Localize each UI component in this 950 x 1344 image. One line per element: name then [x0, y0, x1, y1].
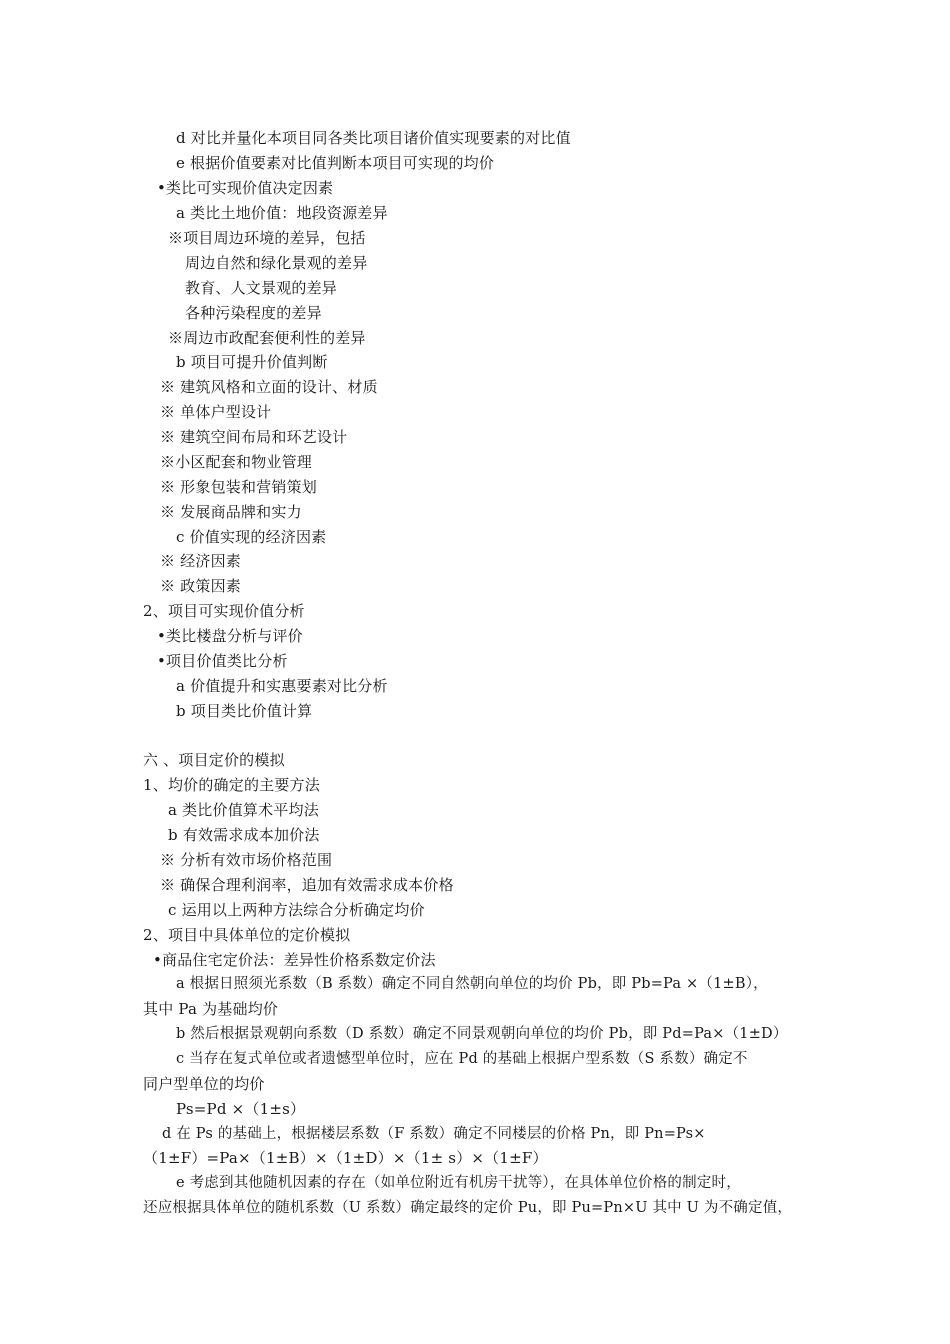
text-line: ※周边市政配套便利性的差异	[168, 329, 366, 347]
text-line: ※ 经济因素	[160, 552, 241, 570]
paragraph-line: c 当存在复式单位或者遗憾型单位时，应在 Pd 的基础上根据户型系数（S 系数）确定不	[176, 1051, 748, 1067]
text-line: b 项目可提升价值判断	[176, 353, 328, 371]
text-line: 各种污染程度的差异	[185, 304, 322, 322]
text-line: ※ 确保合理利润率，追加有效需求成本价格	[160, 876, 454, 894]
section-heading: 2、项目中具体单位的定价模拟	[143, 926, 351, 944]
bullet-heading: •商品住宅定价法：差异性价格系数定价法	[153, 951, 436, 969]
paragraph-line: a 根据日照须光系数（B 系数）确定不同自然朝向单位的均价 Pb，即 Pb=Pa ×（1±B），	[176, 976, 768, 992]
paragraph-line: d 在 Ps 的基础上，根据楼层系数（F 系数）确定不同楼层的价格 Pn，即 Pn=Ps×	[162, 1126, 706, 1142]
text-line: b 有效需求成本加价法	[168, 826, 320, 844]
paragraph-line: 还应根据具体单位的随机系数（U 系数）确定最终的定价 Pu，即 Pu=Pn×U 其中 U 为不确定值，	[143, 1200, 793, 1216]
paragraph-line: 其中 Pa 为基础均价	[143, 1000, 279, 1018]
formula-line: Ps=Pd ×（1±s）	[176, 1100, 306, 1118]
text-line: e 根据价值要素对比值判断本项目可实现的均价	[176, 154, 495, 172]
bullet-heading: •类比可实现价值决定因素	[157, 179, 334, 197]
text-line: c 运用以上两种方法综合分析确定均价	[168, 901, 425, 919]
section-heading: 1、均价的确定的主要方法	[143, 776, 320, 794]
text-line: ※ 政策因素	[160, 577, 241, 595]
text-line: ※ 建筑空间布局和环艺设计	[160, 428, 348, 446]
text-line: ※ 发展商品牌和实力	[160, 503, 302, 521]
text-line: ※项目周边环境的差异，包括	[168, 229, 366, 247]
text-line: ※ 建筑风格和立面的设计、材质	[160, 378, 378, 396]
bullet-heading: •类比楼盘分析与评价	[157, 627, 303, 645]
paragraph-line: e 考虑到其他随机因素的存在（如单位附近有机房干扰等），在具体单位价格的制定时，	[176, 1175, 741, 1191]
text-line: c 价值实现的经济因素	[176, 528, 327, 546]
section-heading: 2、项目可实现价值分析	[143, 602, 305, 620]
formula-line: （1±F）=Pa×（1±B）×（1±D）×（1± s）×（1±F）	[143, 1149, 548, 1167]
text-line: 教育、人文景观的差异	[185, 279, 338, 297]
paragraph-line: 同户型单位的均价	[143, 1075, 265, 1093]
paragraph-line: b 然后根据景观朝向系数（D 系数）确定不同景观朝向单位的均价 Pb，即 Pd=Pa×（1±D）	[176, 1026, 788, 1042]
text-line: d 对比并量化本项目同各类比项目诸价值实现要素的对比值	[176, 129, 571, 147]
text-line: ※小区配套和物业管理	[160, 453, 313, 471]
text-line: ※ 分析有效市场价格范围	[160, 851, 333, 869]
text-line: ※ 形象包装和营销策划	[160, 478, 317, 496]
bullet-heading: •项目价值类比分析	[157, 652, 288, 670]
text-line: 周边自然和绿化景观的差异	[185, 254, 368, 272]
text-line: ※ 单体户型设计	[160, 403, 272, 421]
text-line: a 类比价值算术平均法	[168, 801, 319, 819]
text-line: a 类比土地价值：地段资源差异	[176, 204, 388, 222]
chapter-heading: 六 、项目定价的模拟	[143, 751, 285, 769]
text-line: a 价值提升和实惠要素对比分析	[176, 677, 388, 695]
text-line: b 项目类比价值计算	[176, 702, 313, 720]
